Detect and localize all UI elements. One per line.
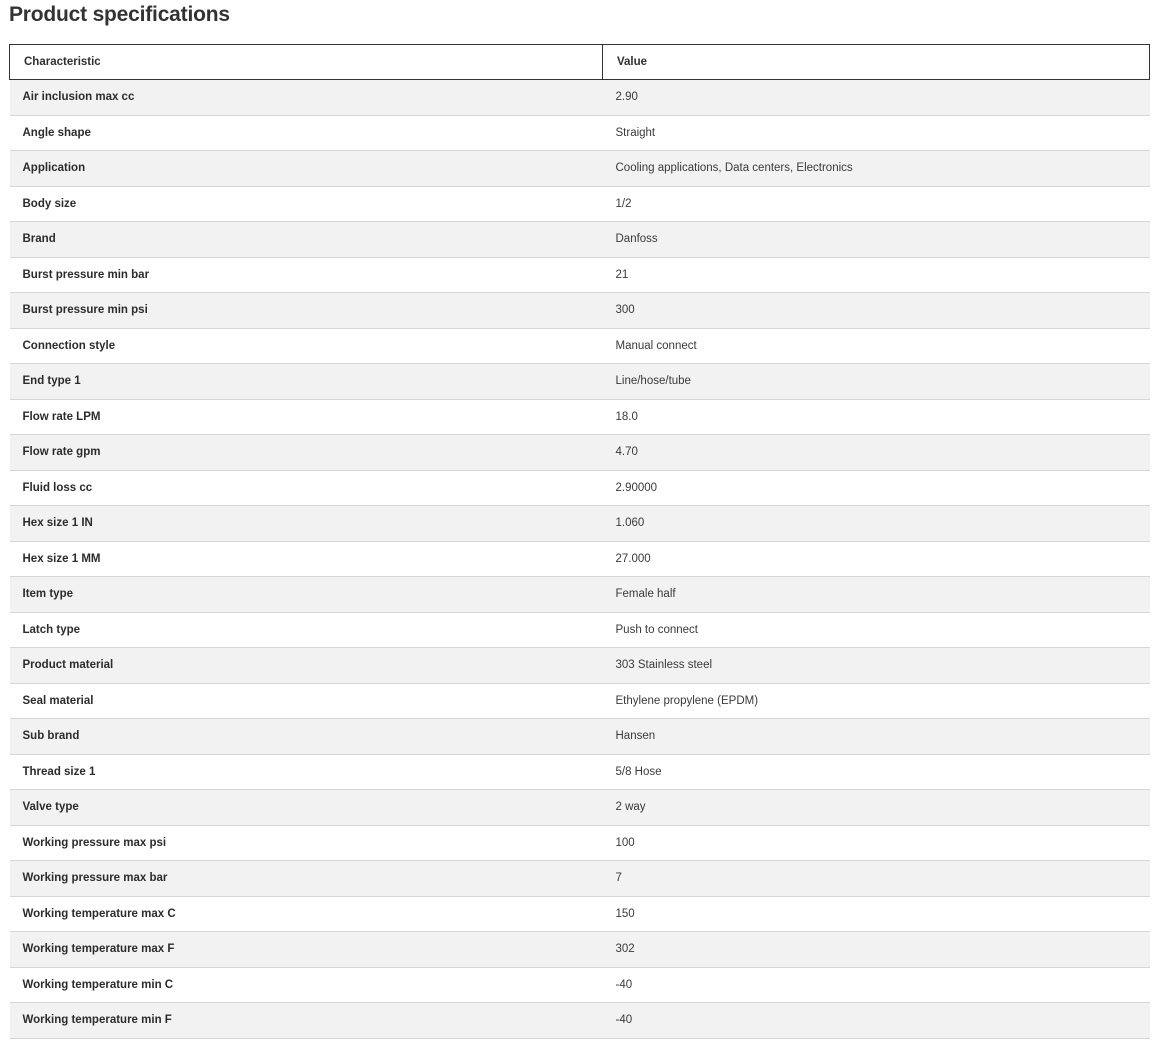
characteristic-cell: Item type xyxy=(10,577,603,613)
value-cell: 302 xyxy=(603,932,1150,968)
characteristic-cell: Hex size 1 MM xyxy=(10,541,603,577)
specifications-table xyxy=(9,44,1150,1039)
table-row xyxy=(10,967,1150,1003)
table-row xyxy=(10,293,1150,329)
characteristic-cell: Fluid loss cc xyxy=(10,470,603,506)
value-cell: 7 xyxy=(603,861,1150,897)
characteristic-cell: Latch type xyxy=(10,612,603,648)
characteristic-cell: Product material xyxy=(10,648,603,684)
characteristic-cell: Thread size 1 xyxy=(10,754,603,790)
characteristic-cell: Working pressure max bar xyxy=(10,861,603,897)
value-cell: 5/8 Hose xyxy=(603,754,1150,790)
value-cell: Danfoss xyxy=(603,222,1150,258)
table-row xyxy=(10,1003,1150,1039)
value-cell: Push to connect xyxy=(603,612,1150,648)
value-cell: 100 xyxy=(603,825,1150,861)
value-cell: Straight xyxy=(603,115,1150,151)
table-row xyxy=(10,861,1150,897)
value-cell: 18.0 xyxy=(603,399,1150,435)
table-row xyxy=(10,470,1150,506)
characteristic-cell: Application xyxy=(10,151,603,187)
table-row xyxy=(10,364,1150,400)
table-row xyxy=(10,186,1150,222)
value-cell: 2.90 xyxy=(603,80,1150,116)
table-row xyxy=(10,612,1150,648)
table-row xyxy=(10,577,1150,613)
characteristic-cell: Working pressure max psi xyxy=(10,825,603,861)
value-cell: -40 xyxy=(603,1003,1150,1039)
characteristic-cell: Brand xyxy=(10,222,603,258)
characteristic-cell: Burst pressure min bar xyxy=(10,257,603,293)
value-cell: 4.70 xyxy=(603,435,1150,471)
table-row xyxy=(10,896,1150,932)
characteristic-cell: Air inclusion max cc xyxy=(10,80,603,116)
table-row xyxy=(10,80,1150,116)
table-row xyxy=(10,683,1150,719)
table-row xyxy=(10,328,1150,364)
table-row xyxy=(10,115,1150,151)
characteristic-cell: Connection style xyxy=(10,328,603,364)
value-cell: 300 xyxy=(603,293,1150,329)
value-cell: 1.060 xyxy=(603,506,1150,542)
table-row xyxy=(10,257,1150,293)
value-cell: 21 xyxy=(603,257,1150,293)
value-cell: Hansen xyxy=(603,719,1150,755)
table-header-row xyxy=(10,45,1150,80)
characteristic-cell: Sub brand xyxy=(10,719,603,755)
value-cell: 150 xyxy=(603,896,1150,932)
characteristic-cell: Working temperature min F xyxy=(10,1003,603,1039)
table-body xyxy=(10,80,1150,1039)
table-row xyxy=(10,932,1150,968)
table-row xyxy=(10,648,1150,684)
column-header-characteristic: Characteristic xyxy=(10,45,603,80)
value-cell: Manual connect xyxy=(603,328,1150,364)
value-cell: 303 Stainless steel xyxy=(603,648,1150,684)
table-row xyxy=(10,754,1150,790)
characteristic-cell: Flow rate gpm xyxy=(10,435,603,471)
characteristic-cell: Burst pressure min psi xyxy=(10,293,603,329)
table-row xyxy=(10,151,1150,187)
characteristic-cell: Angle shape xyxy=(10,115,603,151)
value-cell: Ethylene propylene (EPDM) xyxy=(603,683,1150,719)
characteristic-cell: Working temperature min C xyxy=(10,967,603,1003)
value-cell: 2.90000 xyxy=(603,470,1150,506)
table-row xyxy=(10,435,1150,471)
characteristic-cell: Flow rate LPM xyxy=(10,399,603,435)
characteristic-cell: Seal material xyxy=(10,683,603,719)
table-row xyxy=(10,790,1150,826)
value-cell: 2 way xyxy=(603,790,1150,826)
value-cell: Line/hose/tube xyxy=(603,364,1150,400)
table-row xyxy=(10,222,1150,258)
characteristic-cell: Working temperature max C xyxy=(10,896,603,932)
value-cell: Cooling applications, Data centers, Electronics xyxy=(603,151,1150,187)
value-cell: 1/2 xyxy=(603,186,1150,222)
table-row xyxy=(10,825,1150,861)
value-cell: -40 xyxy=(603,967,1150,1003)
value-cell: 27.000 xyxy=(603,541,1150,577)
column-header-value: Value xyxy=(603,45,1150,80)
table-row xyxy=(10,399,1150,435)
table-row xyxy=(10,506,1150,542)
page-title: Product specifications xyxy=(9,3,230,26)
characteristic-cell: Valve type xyxy=(10,790,603,826)
characteristic-cell: Hex size 1 IN xyxy=(10,506,603,542)
characteristic-cell: Body size xyxy=(10,186,603,222)
characteristic-cell: Working temperature max F xyxy=(10,932,603,968)
table-row xyxy=(10,541,1150,577)
value-cell: Female half xyxy=(603,577,1150,613)
characteristic-cell: End type 1 xyxy=(10,364,603,400)
table-row xyxy=(10,719,1150,755)
